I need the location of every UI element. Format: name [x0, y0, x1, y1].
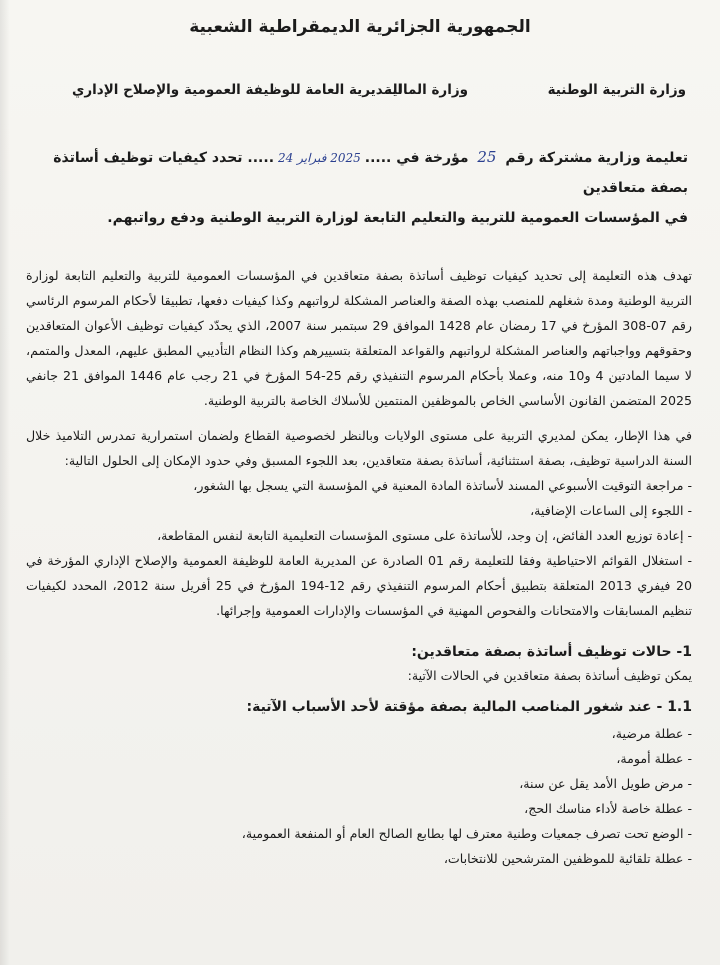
title-part-1: تعليمة وزارية مشتركة رقم [505, 150, 688, 166]
directorate-public-service: المديرية العامة للوظيفة العمومية والإصلاح الإداري [72, 82, 403, 98]
title-line-2: في المؤسسات العمومية للتربية والتعليم التابعة لوزارة التربية الوطنية ودفع رواتبهم. [107, 210, 688, 226]
intro-paragraph: تهدف هذه التعليمة إلى تحديد كيفيات توظيف أساتذة بصفة متعاقدين في المؤسسات العمومية للتربية والتعليم التابعة لوزارة التربية الوطنية ومدة شغلهم للمنصب بهذه الصفة والعناصر المشكلة لرواتبهم وكذا كيفيات دفعها، تطبيقا لأحكام المرسوم الرئاسي رقم 07-308 المؤرخ في 17 رمضان عام 1428 الموافق 29 سبتمبر سنة 2007، الذي يحدّد كيفيات توظيف الأعوان المتعاقدين وحقوقهم وواجباتهم والعناصر المشكلة لرواتبهم والقواعد المتعلقة بتسييرهم وكذا النظام التأديبي المطبق عليهم، المعدل والمتمم، لا سيما المادتين 4 و10 منه، وعملا بأحكام المرسوم التنفيذي رقم 25-54 المؤرخ في 21 رجب عام 1446 الموافق 21 جانفي 2025 المتضمن القانون الأساسي الخاص بالموظفين المنتمين للأسلاك الخاصة بالتربية الوطنية. [26, 268, 692, 408]
section-1-title: 1- حالات توظيف أساتذة بصفة متعاقدين: [411, 644, 692, 660]
list-item: - الوضع تحت تصرف جمعيات وطنية معترف لها بطابع الصالح العام أو المنفعة العمومية، [241, 826, 692, 841]
instruction-title [22, 142, 698, 233]
list-item: - استغلال القوائم الاحتياطية وفقا للتعليمة رقم 01 الصادرة عن المديرية العامة للوظيفة العمومية والإصلاح الإداري المؤرخة في 20 فيفري 2013 المتعلقة بتطبيق أحكام المرسوم التنفيذي رقم 12-194 المؤرخ في 25 أفريل سنة 2012، المحدد لكيفيات تنظيم المسابقات والامتحانات والفحوص المهنية في المؤسسات والإدارات العمومية وإجرائها. [26, 553, 692, 618]
handwritten-date: 2025 فبراير 24 [278, 151, 361, 165]
list-item: - عطلة تلقائية للموظفين المترشحين للانتخابات، [443, 851, 692, 866]
ministries-header [22, 82, 698, 112]
list-item: - اللجوء إلى الساعات الإضافية، [530, 503, 692, 518]
framework-paragraph: في هذا الإطار، يمكن لمديري التربية على مستوى الولايات وبالنظر لخصوصية القطاع ولضمان استمرارية تمدرس التلاميذ خلال السنة الدراسية توظيف، بصفة استثنائية، أساتذة بصفة متعاقدين، بعد اللجوء المسبق وفي حدود الإمكان إلى الحلول التالية: [26, 428, 692, 468]
republic-heading: الجمهورية الجزائرية الديمقراطية الشعبية [189, 17, 531, 37]
list-item: - مرض طويل الأمد يقل عن سنة، [519, 776, 692, 791]
list-item: - عطلة خاصة لأداء مناسك الحج، [524, 801, 692, 816]
ministry-finance: وزارة المالية [384, 82, 468, 98]
subsection-1-1-title: 1.1 - عند شغور المناصب المالية بصفة مؤقتة لأحد الأسباب الآتية: [246, 699, 692, 715]
ministry-education: وزارة التربية الوطنية [547, 82, 686, 98]
vacancy-cases-list [22, 721, 698, 871]
title-part-2: مؤرخة في [396, 150, 469, 166]
page-edge-shadow [0, 0, 10, 965]
list-item: - إعادة توزيع العدد الفائض، إن وجد، للأساتذة على مستوى المؤسسات التعليمية التابعة لنفس المقاطعة، [157, 528, 692, 543]
title-line-1: تعليمة وزارية مشتركة رقم 25 مؤرخة في .....2025 فبراير 24..... تحدد كيفيات توظيف أساتذة بصفة متعاقدين [53, 148, 688, 196]
solutions-list [22, 473, 698, 623]
title-part-3: تحدد كيفيات توظيف أساتذة بصفة متعاقدين [53, 150, 688, 196]
list-item: - عطلة مرضية، [611, 726, 692, 741]
list-item: - عطلة أمومة، [616, 751, 692, 766]
handwritten-number: 25 [477, 148, 497, 166]
section-1-intro: يمكن توظيف أساتذة بصفة متعاقدين في الحالات الآتية: [407, 668, 692, 683]
list-item: - مراجعة التوقيت الأسبوعي المسند لأساتذة المادة المعنية في المؤسسة التي يسجل بها الشغور، [193, 478, 692, 493]
